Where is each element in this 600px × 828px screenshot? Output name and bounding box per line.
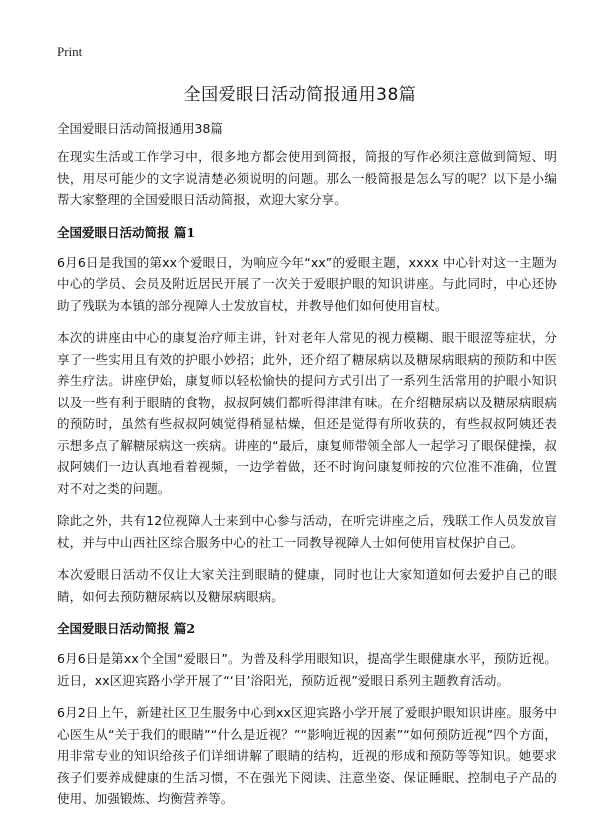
section-2-paragraph-2: 6月2日上午，新建社区卫生服务中心到xx区迎宾路小学开展了爱眼护眼知识讲座。服务中心医生从“关于我们的眼睛”“什么是近视？”“影响近视的因素”“如何预防近视”四个方面，用非常专业的知识给孩子们详细讲解了眼睛的结构，近视的形成和预防等等知识。她要求孩子们要养成健康的生活习惯，不在强光下阅读、注意坐姿、保证睡眠、控制电子产品的使用、加强锻炼、均衡营养等。 (57, 705, 557, 806)
section-1-paragraph-2: 本次的讲座由中心的康复治疗师主讲，针对老年人常见的视力模糊、眼干眼涩等症状，分享了一些实用且有效的护眼小妙招；此外，还介绍了糖尿病以及糖尿病眼病的预防和中医养生疗法。讲座伊始，康复师以轻松愉快的提问方式引出了一系列生活常用的护眼小知识以及一些有利于眼睛的食物，叔叔阿姨们都听得津津有味。在介绍糖尿病以及糖尿病眼病的预防时，虽然有些叔叔阿姨觉得稍显枯燥，但还是觉得有所收获的，有些叔叔阿姨还表示想多点了解糖尿病这一疾病。讲座的“最后，康复师带领全部人一起学习了眼保健操，叔叔阿姨们一边认真地看着视频，一边学着做，还不时询问康复师按的穴位准不准确，位置对不对之类的问题。 (57, 330, 557, 496)
document-title: 全国爱眼日活动简报通用38篇 (183, 85, 417, 105)
section-1-paragraph-1: 6月6日是我国的第xx个爱眼日，为响应今年“xx”的爱眼主题，xxxx 中心针对这一主题为中心的学员、会员及附近居民开展了一次关于爱眼护眼的知识讲座。与此同时，中心还协助了残联为本镇的部分视障人士发放盲杖，并教导他们如何使用盲杖。 (57, 254, 557, 313)
document-subtitle: 全国爱眼日活动简报通用38篇 (57, 121, 223, 136)
section-2-paragraph-1: 6月6日是第xx个全国“爱眼日”。为普及科学用眼知识，提高学生眼健康水平，预防近视。近日，xx区迎宾路小学开展了“‘目’浴阳光，预防近视”爱眼日系列主题教育活动。 (57, 651, 557, 688)
section-heading-1: 全国爱眼日活动简报 篇1 (57, 224, 196, 240)
intro-paragraph: 在现实生活或工作学习中，很多地方都会使用到简报，简报的写作必须注意做到简短、明快，用尽可能少的文字说清楚必须说明的问题。那么一般简报是怎么写的呢？以下是小编帮大家整理的全国爱眼日活动简报，欢迎大家分享。 (57, 149, 557, 207)
section-1-paragraph-4: 本次爱眼日活动不仅让大家关注到眼睛的健康，同时也让大家知道如何去爱护自己的眼睛，如何去预防糖尿病以及糖尿病眼病。 (57, 567, 557, 604)
section-1-paragraph-3: 除此之外，共有12位视障人士来到中心参与活动，在听完讲座之后，残联工作人员发放盲杖，并与中山西社区综合服务中心的社工一同教导视障人士如何使用盲杖保护自己。 (57, 513, 557, 550)
section-heading-2: 全国爱眼日活动简报 篇2 (57, 621, 196, 636)
print-label[interactable]: Print (57, 44, 83, 59)
document-body (57, 118, 557, 821)
